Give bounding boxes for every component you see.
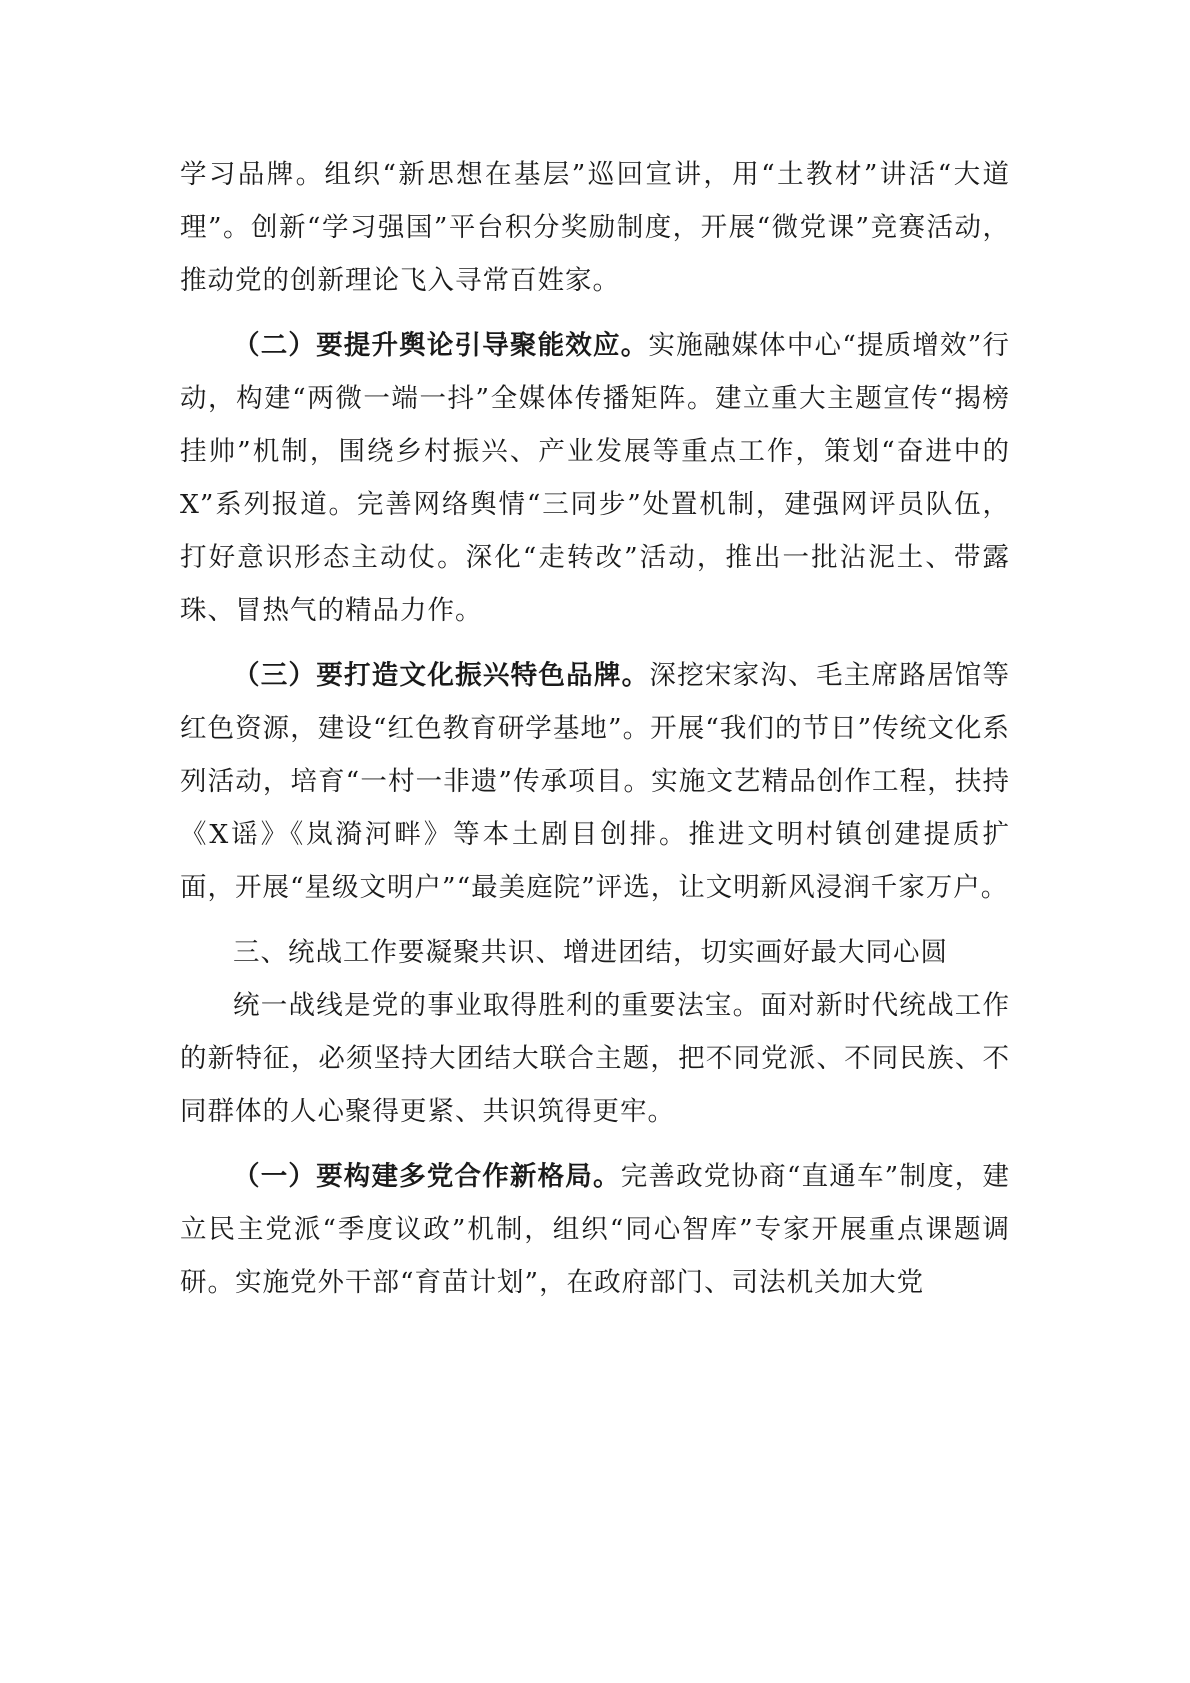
- paragraph-continuation: [180, 148, 1010, 307]
- paragraph-lead: （二）要提升舆论引导聚能效应。: [233, 330, 649, 361]
- paragraph-culture: [180, 649, 1010, 914]
- paragraph-text: 统一战线是党的事业取得胜利的重要法宝。面对新时代统战工作的新特征，必须坚持大团结大联合主题，把不同党派、不同民族、不同群体的人心聚得更紧、共识筑得更牢。: [180, 990, 1010, 1127]
- paragraph-text: 深挖宋家沟、毛主席路居馆等红色资源，建设“红色教育研学基地”。开展“我们的节日”传统文化系列活动，培育“一村一非遗”传承项目。实施文艺精品创作工程，扶持《X谣》《岚漪河畔》等本土剧目创排。推进文明村镇创建提质扩面，开展“星级文明户”“最美庭院”评选，让文明新风浸润千家万户。: [180, 660, 1011, 903]
- paragraph-text: 完善政党协商“直通车”制度，建立民主党派“季度议政”机制，组织“同心智库”专家开展重点课题调研。实施党外干部“育苗计划”，在政府部门、司法机关加大党: [180, 1161, 1010, 1298]
- section-heading: 三、统战工作要凝聚共识、增进团结，切实画好最大同心圆: [233, 937, 948, 968]
- paragraph-lead: （三）要打造文化振兴特色品牌。: [233, 660, 650, 691]
- paragraph-text: 学习品牌。组织“新思想在基层”巡回宣讲，用“土教材”讲活“大道理”。创新“学习强国”平台积分奖励制度，开展“微党课”竞赛活动，推动党的创新理论飞入寻常百姓家。: [180, 159, 1010, 296]
- paragraph-lead: （一）要构建多党合作新格局。: [233, 1161, 621, 1192]
- paragraph-text: 实施融媒体中心“提质增效”行动，构建“两微一端一抖”全媒体传播矩阵。建立重大主题宣传“揭榜挂帅”机制，围绕乡村振兴、产业发展等重点工作，策划“奋进中的X”系列报道。完善网络舆情“三同步”处置机制，建强网评员队伍，打好意识形态主动仗。深化“走转改”活动，推出一批沾泥土、带露珠、冒热气的精品力作。: [180, 330, 1010, 626]
- document-body: [180, 148, 1010, 1321]
- paragraph-public-opinion: [180, 319, 1010, 637]
- paragraph-multi-party: [180, 1150, 1010, 1309]
- paragraph-united-front: [180, 979, 1010, 1138]
